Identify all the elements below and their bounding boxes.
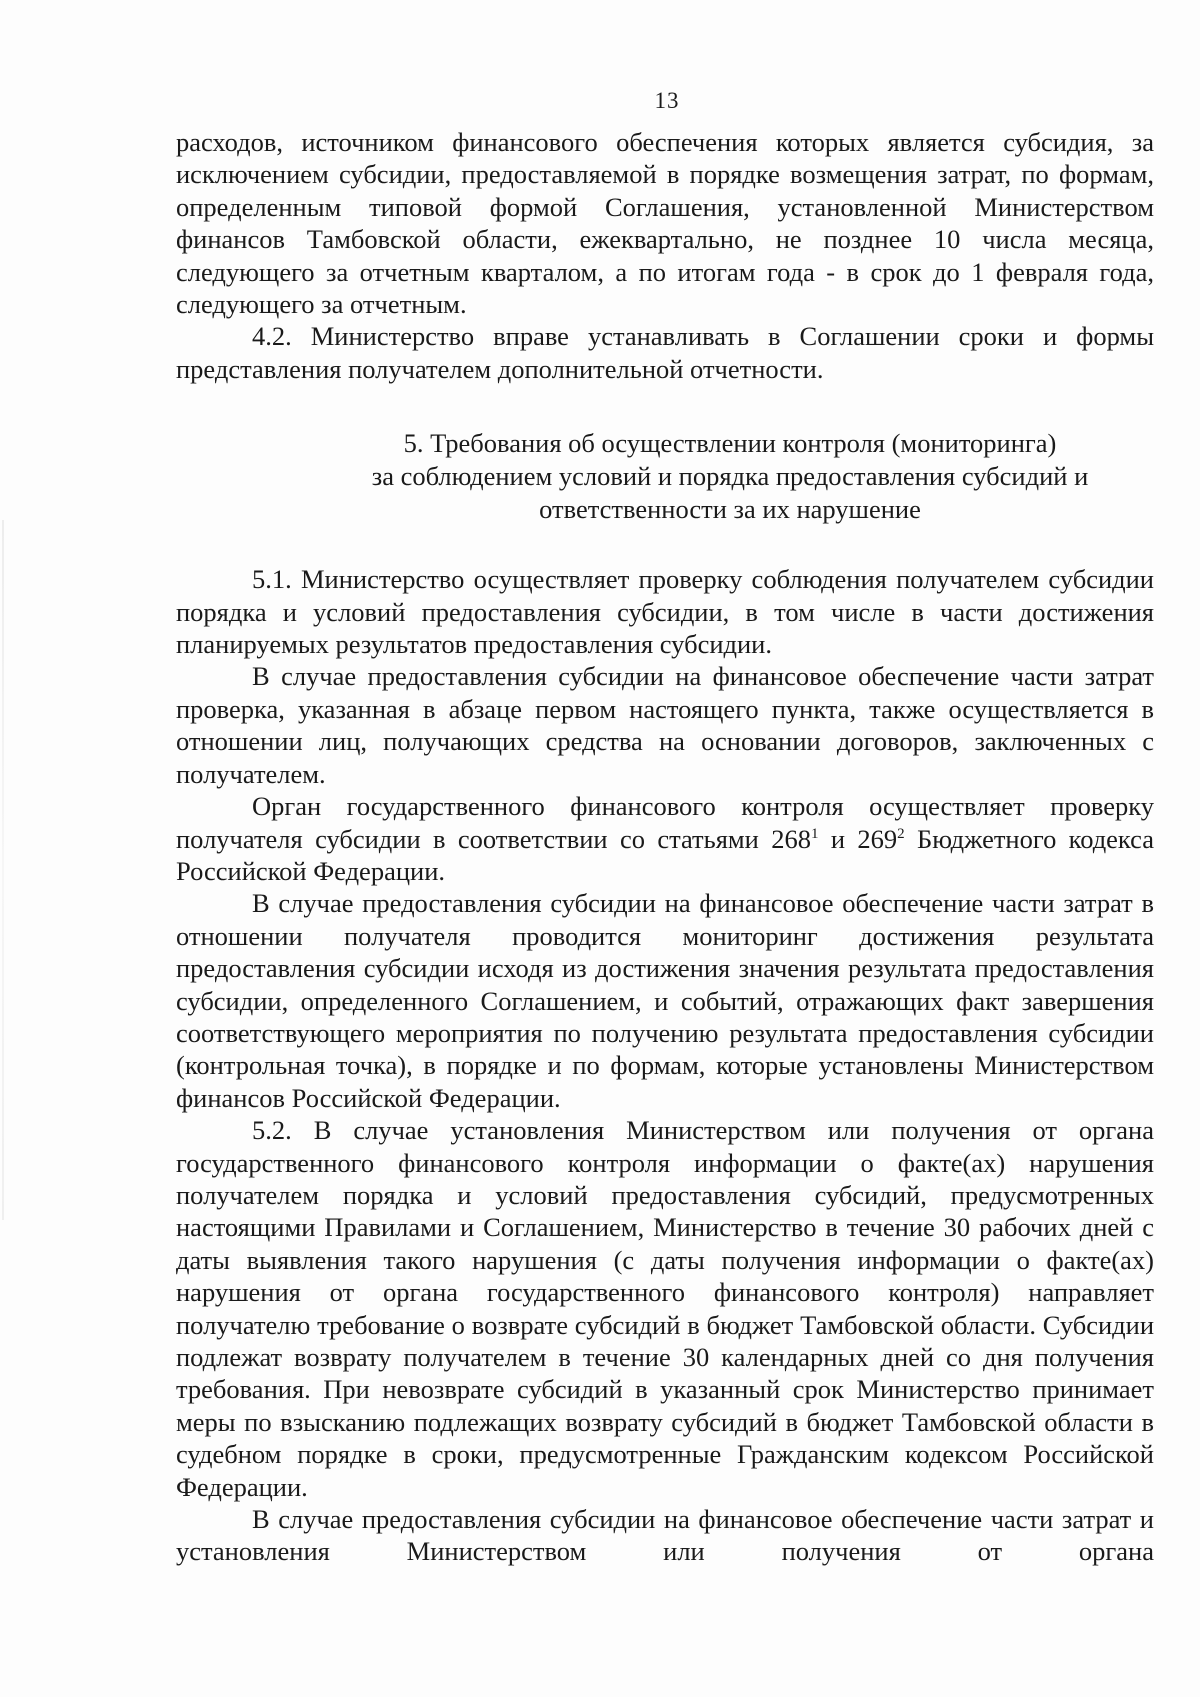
paragraph-state-control <box>176 790 1154 887</box>
paragraph-continued-next-page: В случае предоставления субсидии на финансовое обеспечение части затрат и установления Министерством или получения от органа <box>176 1504 1154 1567</box>
heading-line-2: за соблюдением условий и порядка предоставления субсидий и <box>371 461 1089 492</box>
state-control-text-3: Бюджетного кодекса Российской Федерации. <box>176 823 1154 886</box>
document-body <box>176 126 1154 1568</box>
heading-line-3: ответственности за их нарушение <box>539 494 921 525</box>
heading-line-1: 5. Требования об осуществлении контроля (мониторинга) <box>403 428 1057 459</box>
paragraph-monitoring: В случае предоставления субсидии на финансовое обеспечение части затрат в отношении получателя проводится мониторинг достижения результата предоставления субсидии исходя из достижения значения результата предоставления субсидии, определенного Соглашением, и событий, отражающих факт завершения соответствующего мероприятия по получению результата предоставления субсидии (контрольная точка), в порядке и по формам, которые установлены Министерством финансов Российской Федерации. <box>176 888 1154 1113</box>
section-5-heading <box>176 427 1154 526</box>
paragraph-4-2: 4.2. Министерство вправе устанавливать в Соглашении сроки и формы представления получателем дополнительной отчетности. <box>176 321 1154 384</box>
article-superscript-1: 1 <box>810 825 819 842</box>
page-number: 13 <box>654 88 680 113</box>
paragraph-continuation: расходов, источником финансового обеспечения которых является субсидия, за исключением субсидии, предоставляемой в порядке возмещения затрат, по формам, определенным типовой формой Соглашения, установленной Министерством финансов Тамбовской области, ежеквартально, не позднее 10 числа месяца, следующего за отчетным кварталом, а по итогам года - в срок до 1 февраля года, следующего за отчетным. <box>176 127 1154 320</box>
article-superscript-2: 2 <box>897 825 905 842</box>
scan-edge-shadow <box>2 520 4 1220</box>
state-control-text-1: Орган государственного финансового контроля осуществляет проверку получателя субсидии в соответствии со статьями 268 <box>176 791 1154 854</box>
state-control-text-2: и 269 <box>818 823 898 854</box>
paragraph-5-2: 5.2. В случае установления Министерством или получения от органа государственного финансового контроля информации о факте(ах) нарушения получателем порядка и условий предоставления субсидий, предусмотренных настоящими Правилами и Соглашением, Министерство в течение 30 рабочих дней с даты выявления такого нарушения (с даты получения информации о факте(ах) нарушения от органа государственного финансового контроля) направляет получателю требование о возврате субсидий в бюджет Тамбовской области. Субсидии подлежат возврату получателем в течение 30 календарных дней со дня получения требования. При невозврате субсидий в указанный срок Министерство принимает меры по взысканию подлежащих возврату субсидий в бюджет Тамбовской области в судебном порядке в сроки, предусмотренные Гражданским кодексом Российской Федерации. <box>176 1115 1154 1502</box>
paragraph-5-1: 5.1. Министерство осуществляет проверку соблюдения получателем субсидии порядка и условий предоставления субсидии, в том числе в части достижения планируемых результатов предоставления субсидии. <box>176 564 1154 660</box>
paragraph-verification-scope: В случае предоставления субсидии на финансовое обеспечение части затрат проверка, указанная в абзаце первом настоящего пункта, также осуществляется в отношении лиц, получающих средства на основании договоров, заключенных с получателем. <box>176 661 1154 789</box>
